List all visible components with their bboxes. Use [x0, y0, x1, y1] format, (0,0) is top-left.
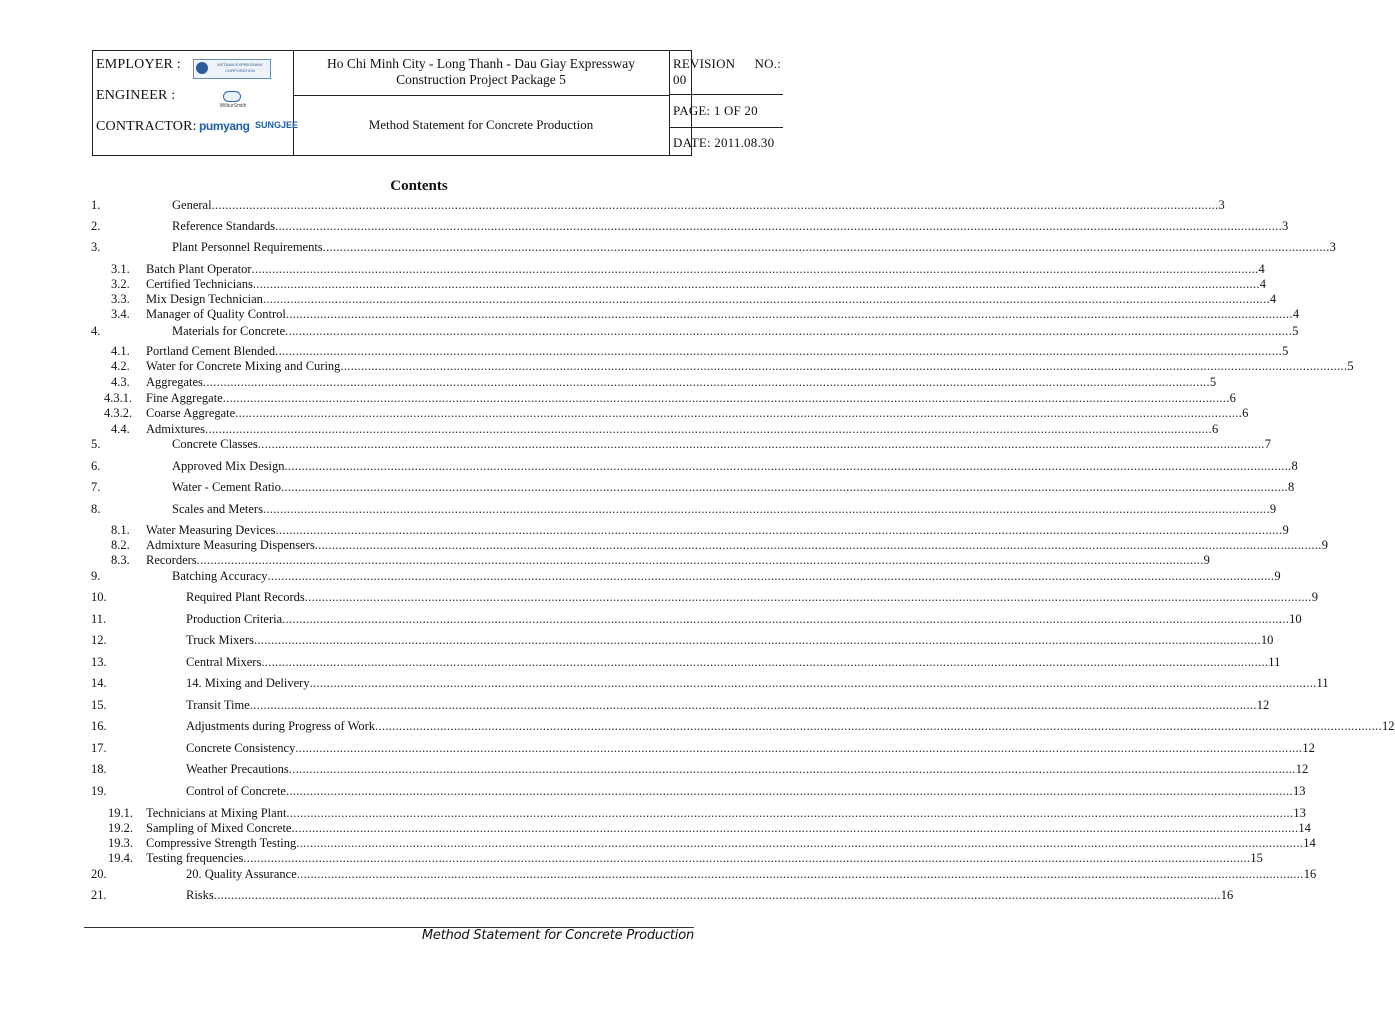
toc-entry-line	[146, 406, 1249, 421]
toc-entry-line	[146, 391, 1236, 406]
toc-entry[interactable]	[0, 375, 1217, 389]
toc-dot-leader	[340, 359, 1347, 374]
toc-entry-title: 20. Quality Assurance	[186, 867, 297, 881]
toc-dot-leader	[286, 784, 1293, 799]
toc-entry-title: Central Mixers	[186, 655, 262, 669]
toc-entry-page: 3	[1218, 198, 1225, 212]
toc-entry-title: Reference Standards	[172, 219, 276, 233]
toc-entry[interactable]	[0, 612, 1302, 626]
toc-entry[interactable]	[0, 277, 1267, 291]
toc-entry-page: 9	[1282, 523, 1289, 537]
toc-entry-page: 8	[1287, 480, 1295, 494]
toc-dot-leader	[323, 240, 1330, 255]
toc-entry-title: Production Criteria	[186, 612, 283, 626]
toc-dot-leader	[275, 219, 1282, 234]
toc-entry-title: Testing frequencies	[146, 851, 244, 865]
toc-entry-line	[146, 821, 1311, 836]
toc-entry-number: 12.	[91, 633, 107, 647]
toc-entry-title: Batch Plant Operator	[146, 262, 252, 276]
toc-dot-leader	[310, 676, 1317, 691]
toc-entry-title: Compressive Strength Testing	[146, 836, 297, 850]
toc-entry[interactable]	[0, 762, 1309, 776]
toc-entry-number: 20.	[91, 867, 107, 881]
toc-dot-leader	[289, 762, 1296, 777]
date-label: DATE: 2011.08.30	[673, 135, 775, 150]
employer-label: EMPLOYER :	[96, 57, 181, 72]
toc-entry-number: 4.1.	[111, 344, 130, 358]
toc-entry-title: Water Measuring Devices	[146, 523, 276, 537]
toc-entry[interactable]	[0, 480, 1295, 494]
toc-entry[interactable]	[0, 719, 1395, 733]
toc-entry-title: Water for Concrete Mixing and Curing	[146, 359, 341, 373]
toc-entry-page: 9	[1274, 569, 1281, 583]
toc-entry[interactable]	[0, 359, 1354, 373]
toc-entry-line	[172, 437, 1271, 452]
toc-entry[interactable]	[0, 784, 1306, 798]
toc-entry-number: 4.4.	[111, 422, 130, 436]
toc-dot-leader	[253, 277, 1260, 292]
footer-text: Method Statement for Concrete Production	[421, 928, 694, 943]
toc-entry-page: 12	[1302, 741, 1315, 755]
engineer-label: ENGINEER :	[96, 88, 176, 103]
toc-dot-leader	[263, 292, 1270, 307]
contractor-logo-text-a: pumyang	[199, 119, 250, 133]
toc-entry-title: Technicians at Mixing Plant	[146, 806, 287, 820]
toc-dot-leader	[197, 553, 1204, 568]
toc-dot-leader	[252, 262, 1259, 277]
toc-entry-title: Scales and Meters	[172, 502, 263, 516]
toc-dot-leader	[286, 806, 1293, 821]
toc-entry-line	[146, 344, 1289, 359]
toc-entry-page: 6	[1211, 422, 1219, 436]
toc-entry-title: Required Plant Records	[186, 590, 305, 604]
toc-entry-page: 3	[1282, 219, 1289, 233]
toc-entry-page: 16	[1220, 888, 1234, 902]
toc-entry-title: Batching Accuracy	[172, 569, 268, 583]
contents-title: Contents	[390, 178, 448, 194]
toc-entry-line	[172, 198, 1225, 213]
toc-entry-number: 14.	[91, 676, 107, 690]
toc-entry-title: Truck Mixers	[186, 633, 254, 647]
toc-entry-title: Concrete Consistency	[186, 741, 296, 755]
toc-entry-page: 9	[1269, 502, 1277, 516]
toc-entry[interactable]	[0, 344, 1289, 358]
toc-entry-line	[186, 698, 1270, 713]
toc-entry-line	[172, 324, 1299, 339]
toc-dot-leader	[295, 741, 1302, 756]
toc-dot-leader	[285, 324, 1292, 339]
toc-entry[interactable]	[0, 307, 1300, 321]
toc-entry-number: 13.	[91, 655, 107, 669]
toc-entry-title: Sampling of Mixed Concrete	[146, 821, 292, 835]
toc-entry-line	[172, 459, 1298, 474]
toc-entry-page: 9	[1311, 590, 1318, 604]
toc-entry[interactable]	[0, 292, 1277, 306]
toc-entry-number: 8.	[91, 502, 101, 516]
toc-dot-leader	[276, 523, 1283, 538]
toc-entry-page: 3	[1329, 240, 1336, 254]
toc-entry-number: 21.	[91, 888, 107, 902]
toc-entry-title: Materials for Concrete	[172, 324, 286, 338]
toc-entry-number: 5.	[91, 437, 101, 451]
toc-entry-number: 4.2.	[111, 359, 130, 373]
toc-dot-leader	[315, 538, 1322, 553]
toc-entry-page: 14	[1303, 836, 1316, 850]
toc-entry-title: Manager of Quality Control	[146, 307, 286, 321]
toc-entry-number: 8.1.	[111, 523, 130, 537]
toc-entry[interactable]	[0, 262, 1265, 276]
toc-entry-line	[146, 523, 1289, 538]
toc-entry[interactable]	[0, 391, 1236, 405]
toc-entry-line	[186, 719, 1395, 734]
engineer-logo-text: WilburSmith	[219, 103, 247, 109]
contractor-label: CONTRACTOR:	[96, 119, 197, 134]
toc-entry-number: 18.	[91, 762, 107, 776]
toc-entry-number: 19.	[91, 784, 107, 798]
toc-entry-title: Transit Time	[186, 698, 250, 712]
toc-entry-page: 9	[1203, 553, 1210, 567]
toc-entry[interactable]	[0, 538, 1328, 552]
toc-entry-line	[186, 612, 1302, 627]
toc-entry-line	[186, 633, 1274, 648]
toc-entry-page: 5	[1292, 324, 1299, 338]
page-label: PAGE: 1 OF 20	[673, 103, 758, 118]
toc-dot-leader	[263, 502, 1270, 517]
toc-entry[interactable]	[0, 459, 1298, 473]
toc-entry-line	[146, 292, 1277, 307]
toc-entry-line	[186, 676, 1329, 691]
contractor-logo-text-b: SUNGJEE	[255, 120, 299, 130]
toc-dot-leader	[205, 422, 1212, 437]
toc-dot-leader	[267, 569, 1274, 584]
toc-entry-page: 12	[1295, 762, 1309, 776]
toc-entry-line	[186, 741, 1315, 756]
toc-entry-line	[146, 553, 1210, 568]
toc-entry-line	[146, 806, 1306, 821]
toc-entry-page: 12	[1382, 719, 1395, 733]
toc-entry-title: General	[172, 198, 212, 212]
toc-entry-title: Portland Cement Blended	[146, 344, 276, 358]
toc-dot-leader	[235, 406, 1242, 421]
toc-entry-line	[186, 784, 1306, 799]
toc-entry-title: Recorders	[146, 553, 197, 567]
toc-entry-line	[186, 867, 1317, 882]
toc-entry-page: 13	[1292, 784, 1306, 798]
toc-dot-leader	[305, 590, 1312, 605]
toc-entry-number: 3.4.	[111, 307, 130, 321]
toc-entry[interactable]	[0, 851, 1263, 865]
toc-entry-line	[186, 655, 1281, 670]
toc-entry-page: 4	[1269, 292, 1277, 306]
toc-entry-number: 17.	[91, 741, 107, 755]
toc-entry-page: 10	[1260, 633, 1274, 647]
toc-dot-leader	[214, 888, 1221, 903]
toc-entry[interactable]	[0, 888, 1234, 902]
toc-entry-number: 11.	[91, 612, 107, 626]
toc-dot-leader	[286, 307, 1293, 322]
toc-entry-page: 7	[1264, 437, 1271, 451]
toc-entry-page: 4	[1259, 277, 1267, 291]
toc-dot-leader	[281, 480, 1288, 495]
toc-entry-line	[146, 262, 1265, 277]
toc-entry-number: 19.3.	[108, 836, 133, 850]
toc-dot-leader	[375, 719, 1382, 734]
toc-entry-page: 5	[1282, 344, 1289, 358]
toc-entry-title: Control of Concrete	[186, 784, 286, 798]
toc-entry-number: 1.	[91, 198, 101, 212]
toc-entry-number: 2.	[91, 219, 101, 233]
toc-entry[interactable]	[0, 422, 1219, 436]
toc-entry-page: 14	[1298, 821, 1311, 835]
toc-entry[interactable]	[0, 324, 1299, 338]
toc-entry-line	[146, 307, 1300, 322]
toc-entry-page: 11	[1316, 676, 1329, 690]
toc-entry[interactable]	[0, 836, 1316, 850]
toc-entry-number: 3.3.	[111, 292, 130, 306]
toc-entry-line	[146, 359, 1354, 374]
toc-entry-title: Concrete Classes	[172, 437, 258, 451]
toc-entry-title: Admixture Measuring Dispensers	[146, 538, 315, 552]
toc-entry-number: 19.4.	[108, 851, 133, 865]
toc-entry-number: 16.	[91, 719, 107, 733]
toc-entry-line	[146, 277, 1267, 292]
toc-entry[interactable]	[0, 569, 1281, 583]
toc-entry[interactable]	[0, 406, 1249, 420]
toc-entry-title: Aggregates	[146, 375, 203, 389]
toc-entry-number: 10.	[91, 590, 107, 604]
toc-entry-page: 8	[1291, 459, 1298, 473]
toc-entry-line	[186, 762, 1309, 777]
toc-entry-line	[186, 590, 1318, 605]
toc-entry-page: 12	[1256, 698, 1270, 712]
toc-dot-leader	[212, 198, 1219, 213]
toc-entry[interactable]	[0, 676, 1329, 690]
toc-entry[interactable]	[0, 502, 1277, 516]
toc-entry[interactable]	[0, 219, 1289, 233]
toc-entry[interactable]	[0, 633, 1274, 647]
toc-entry-number: 6.	[91, 459, 101, 473]
toc-entry[interactable]	[0, 198, 1225, 212]
toc-dot-leader	[254, 633, 1261, 648]
revision-label: REVISION NO.:	[673, 56, 781, 71]
toc-entry-title: Admixtures	[146, 422, 206, 436]
toc-entry-page: 15	[1250, 851, 1263, 865]
toc-entry-page: 13	[1293, 806, 1306, 820]
toc-entry-number: 4.	[91, 324, 101, 338]
toc-entry-title: Coarse Aggregate	[146, 406, 236, 420]
toc-entry-number: 3.2.	[111, 277, 130, 291]
toc-entry-number: 8.2.	[111, 538, 130, 552]
toc-entry[interactable]	[0, 867, 1317, 881]
toc-entry-title: Mix Design Technician	[146, 292, 263, 306]
toc-entry[interactable]	[0, 240, 1336, 254]
toc-entry-page: 10	[1289, 612, 1302, 626]
toc-entry-page: 5	[1209, 375, 1217, 389]
toc-entry-page: 9	[1321, 538, 1328, 552]
toc-entry-line	[172, 569, 1281, 584]
toc-dot-leader	[250, 698, 1257, 713]
toc-dot-leader	[261, 655, 1268, 670]
toc-entry-number: 3.1.	[111, 262, 130, 276]
toc-entry-number: 8.3.	[111, 553, 130, 567]
revision-value: 00	[673, 72, 687, 87]
toc-dot-leader	[296, 836, 1303, 851]
toc-entry-page: 6	[1229, 391, 1236, 405]
toc-dot-leader	[275, 344, 1282, 359]
toc-entry-line	[172, 219, 1289, 234]
toc-entry-line	[146, 538, 1328, 553]
toc-entry-page: 5	[1347, 359, 1354, 373]
toc-entry-line	[186, 888, 1234, 903]
toc-entry-number: 4.3.2.	[104, 406, 133, 420]
toc-entry[interactable]	[0, 553, 1210, 567]
toc-entry-page: 16	[1303, 867, 1317, 881]
toc-entry[interactable]	[0, 821, 1311, 835]
toc-entry-title: Approved Mix Design	[172, 459, 285, 473]
toc-entry-line	[146, 836, 1316, 851]
toc-entry-line	[172, 240, 1336, 255]
toc-entry-page: 6	[1242, 406, 1249, 420]
toc-entry-number: 19.2.	[108, 821, 133, 835]
employer-logo-text: VIETNAM EXPRESSWAY CORPORATION	[216, 62, 264, 73]
toc-dot-leader	[203, 375, 1210, 390]
toc-entry-title: Fine Aggregate	[146, 391, 223, 405]
toc-entry-number: 3.	[91, 240, 101, 254]
toc-entry-line	[146, 851, 1263, 866]
toc-entry-number: 7.	[91, 480, 101, 494]
toc-entry[interactable]	[0, 437, 1271, 451]
toc-entry-line	[172, 480, 1295, 495]
toc-entry-line	[172, 502, 1277, 517]
toc-entry-number: 15.	[91, 698, 107, 712]
toc-entry[interactable]	[0, 741, 1315, 755]
toc-entry-number: 4.3.	[111, 375, 130, 389]
toc-dot-leader	[282, 612, 1289, 627]
toc-entry-title: Adjustments during Progress of Work	[186, 719, 376, 733]
toc-dot-leader	[285, 459, 1292, 474]
toc-entry[interactable]	[0, 698, 1270, 712]
toc-entry-number: 19.1.	[108, 806, 133, 820]
toc-dot-leader	[258, 437, 1265, 452]
project-title: Ho Chi Minh City - Long Thanh - Dau Giay Expressway Construction Project Package 5	[327, 56, 635, 87]
toc-entry-page: 4	[1258, 262, 1265, 276]
toc-entry[interactable]	[0, 590, 1318, 604]
toc-dot-leader	[223, 391, 1230, 406]
toc-entry-line	[146, 375, 1217, 390]
toc-entry-title: Water - Cement Ratio	[172, 480, 282, 494]
toc-dot-leader	[291, 821, 1298, 836]
toc-entry-title: 14. Mixing and Delivery	[186, 676, 310, 690]
toc-dot-leader	[297, 867, 1304, 882]
doc-title: Method Statement for Concrete Production	[368, 117, 594, 132]
toc-entry[interactable]	[0, 523, 1289, 537]
toc-entry-title: Plant Personnel Requirements	[172, 240, 323, 254]
toc-entry-page: 4	[1292, 307, 1300, 321]
toc-entry[interactable]	[0, 806, 1306, 820]
toc-entry-title: Certified Technicians	[146, 277, 253, 291]
toc-entry-page: 11	[1268, 655, 1281, 669]
toc-entry[interactable]	[0, 655, 1281, 669]
toc-dot-leader	[243, 851, 1250, 866]
toc-entry-title: Risks	[186, 888, 214, 902]
toc-entry-number: 9.	[91, 569, 101, 583]
toc-entry-line	[146, 422, 1219, 437]
toc-entry-number: 4.3.1.	[104, 391, 133, 405]
toc-entry-title: Weather Precautions	[186, 762, 289, 776]
